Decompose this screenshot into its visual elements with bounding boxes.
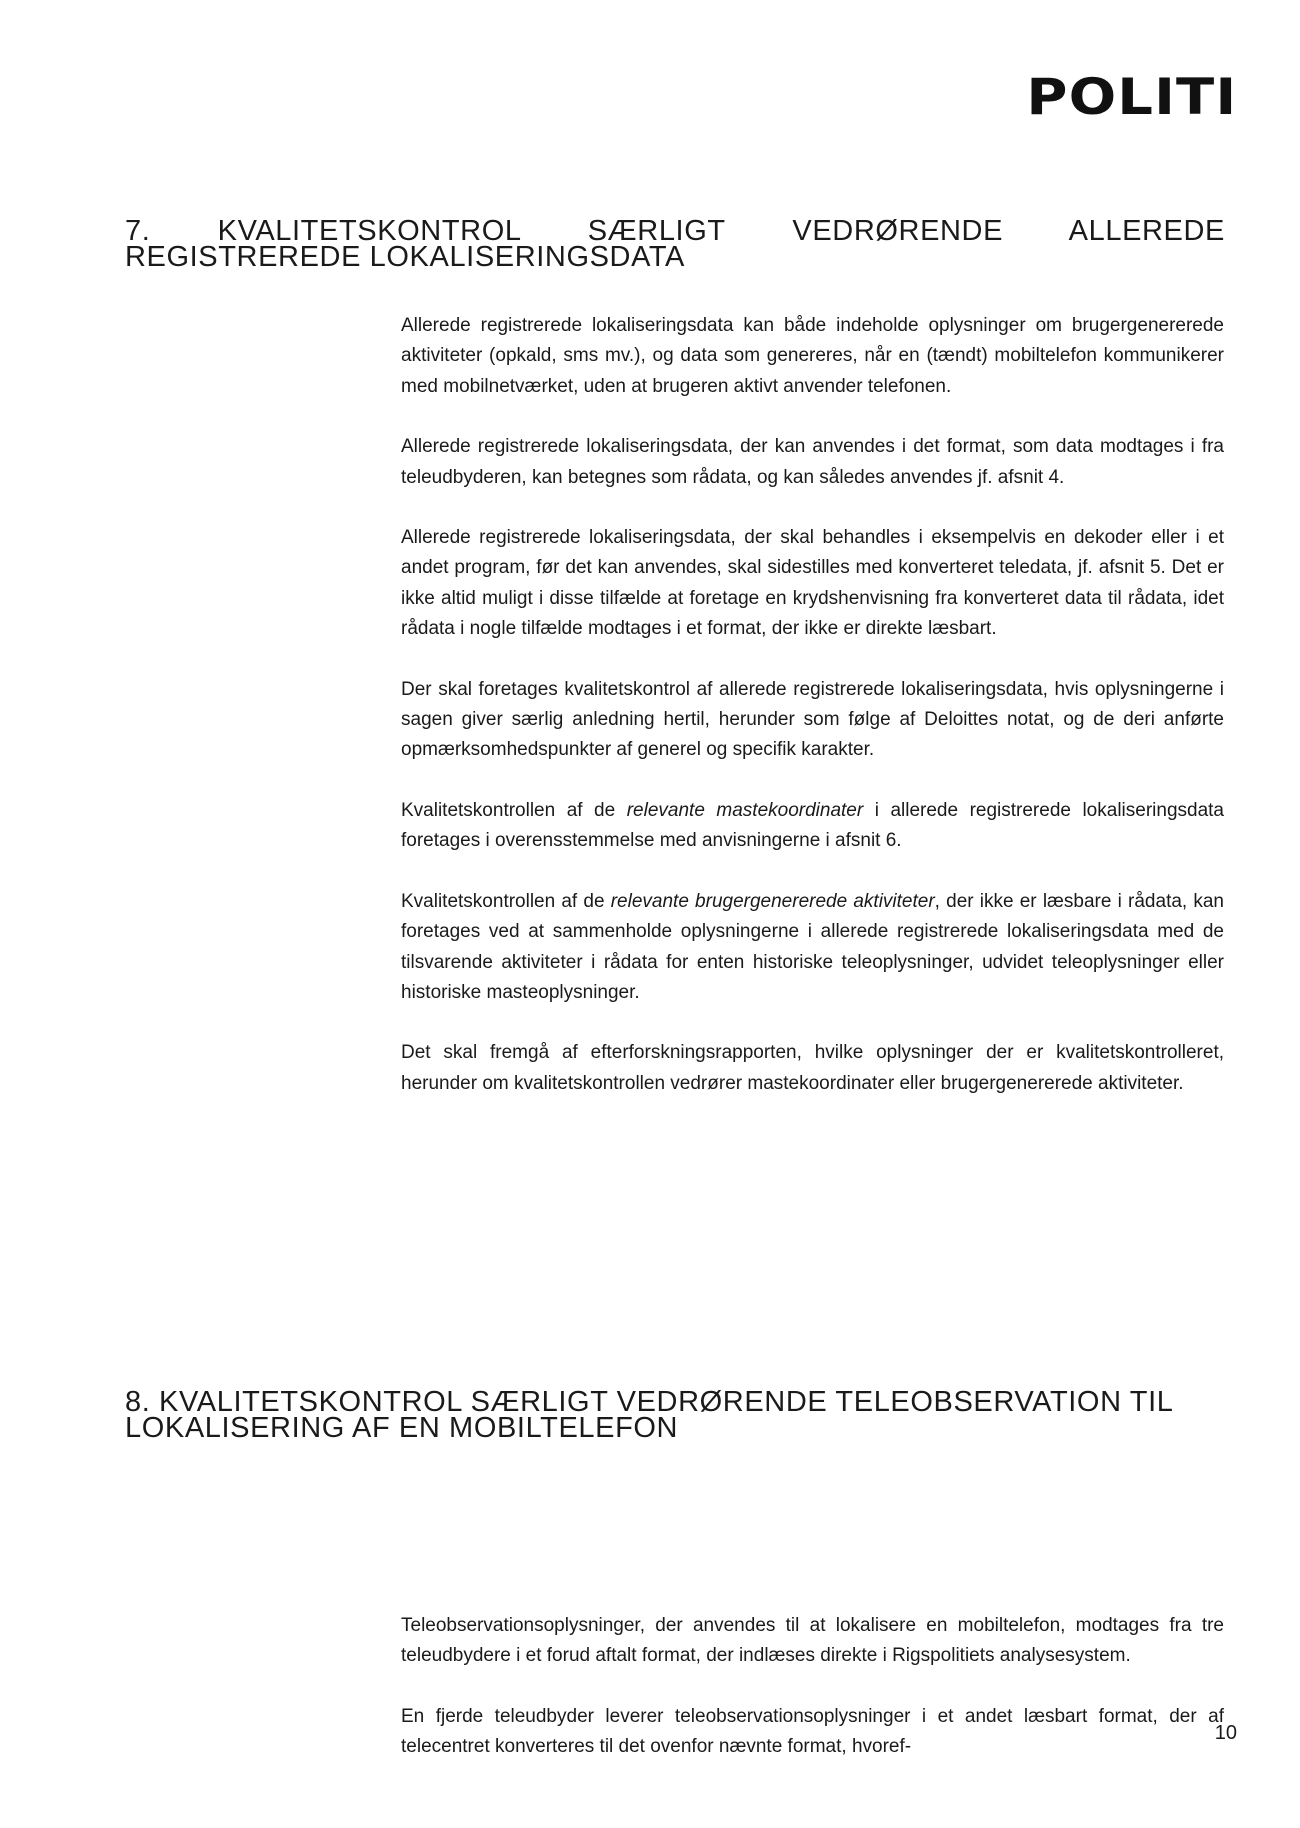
section-8-paragraph: En fjerde teleudbyder leverer teleobservationsoplysninger i et andet læsbart format, der af telecentret konverteres til det ovenfor nævnte format, hvoref- bbox=[401, 1705, 1224, 1758]
italic-term: relevante brugergenererede aktiviteter bbox=[610, 890, 935, 912]
section-7-paragraph: Allerede registrerede lokaliseringsdata, der kan anvendes i det format, som data modtages i fra teleudbyderen, kan betegnes som rådata, og kan således anvendes jf. afsnit 4. bbox=[401, 436, 1224, 488]
section-7-paragraph-aktiviteter bbox=[401, 887, 1224, 1009]
paragraph-text: i allerede registrerede lokaliseringsdata foretages i overensstemmelse med anvisningerne i afsnit 6. bbox=[401, 799, 1224, 852]
italic-term: relevante mastekoordinater bbox=[626, 799, 864, 821]
section-8-heading-line-1: 8. KVALITETSKONTROL SÆRLIGT VEDRØRENDE TELEOBSERVATION TIL bbox=[125, 1386, 1174, 1418]
section-8-heading-line-2: LOKALISERING AF EN MOBILTELEFON bbox=[125, 1412, 679, 1444]
section-8-paragraph: Teleobservationsoplysninger, der anvendes til at lokalisere en mobiltelefon, modtages fra tre teleudbydere i et forud aftalt format, der indlæses direkte i Rigspolitiets analysesystem. bbox=[401, 1615, 1224, 1667]
section-7-paragraph-mastekoordinater bbox=[401, 796, 1224, 857]
paragraph-text: Kvalitetskontrollen af de bbox=[401, 890, 611, 912]
section-7-paragraph: Det skal fremgå af efterforskningsrapporten, hvilke oplysninger der er kvalitetskontrolleret, herunder om kvalitetskontrollen vedrører mastekoordinater eller brugergenererede aktiviteter. bbox=[401, 1042, 1224, 1094]
section-7-paragraph: Allerede registrerede lokaliseringsdata kan både indeholde oplysninger om brugergenererede aktiviteter (opkald, sms mv.), og data som genereres, når en (tændt) mobiltelefon kommunikerer med mobilnetværket, uden at brugeren aktivt anvender telefonen. bbox=[401, 315, 1224, 397]
paragraph-text: Kvalitetskontrollen af de bbox=[401, 799, 627, 821]
section-8-heading bbox=[125, 1386, 1225, 1444]
paragraph-text: , der ikke er læsbare i rådata, kan foretages ved at sammenholde oplysningerne i allerede registrerede lokaliseringsdata med de tilsvarende aktiviteter i rådata for enten historiske teleoplysninger, udvidet teleoplysninger eller historiske masteoplysninger. bbox=[401, 890, 1225, 1003]
section-8-body bbox=[401, 1611, 1224, 1793]
section-7-heading: 7. KVALITETSKONTROL SÆRLIGT VEDRØRENDE ALLEREDE REGISTREREDE LOKALISERINGSDATA bbox=[125, 215, 1225, 273]
page-number: 10 bbox=[1214, 1722, 1237, 1744]
section-7-paragraph: Allerede registrerede lokaliseringsdata, der skal behandles i eksempelvis en dekoder eller i et andet program, før det kan anvendes, skal sidestilles med konverteret teledata, jf. afsnit 5. Det er ikke altid muligt i disse tilfælde at foretage en krydshenvisning fra konverteret data til rådata, idet rådata i nogle tilfælde modtages i et format, der ikke er direkte læsbart. bbox=[401, 527, 1224, 640]
section-7-body bbox=[401, 311, 1224, 1129]
politi-logo: POLITI bbox=[1026, 68, 1237, 126]
section-7-paragraph: Der skal foretages kvalitetskontrol af allerede registrerede lokaliseringsdata, hvis oplysningerne i sagen giver særlig anledning hertil, herunder som følge af Deloittes notat, og de deri anførte opmærksomhedspunkter af generel og specifik karakter. bbox=[401, 678, 1224, 761]
